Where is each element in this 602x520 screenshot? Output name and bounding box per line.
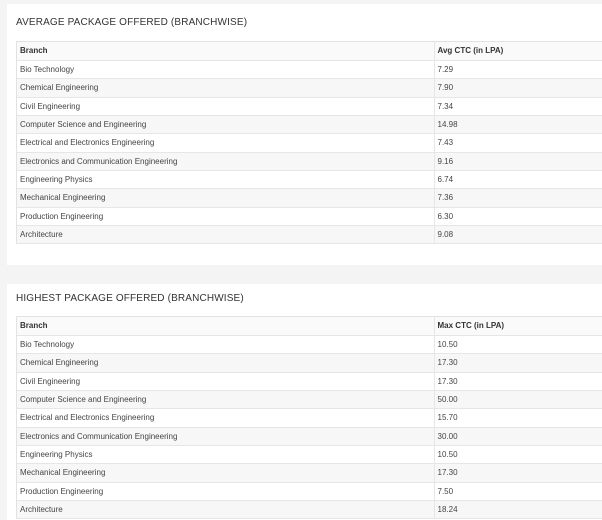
branch-column-header: Branch: [17, 42, 434, 60]
table-row: [17, 427, 602, 445]
max-ctc-cell: 17.30: [434, 372, 602, 390]
avg-ctc-cell: 6.74: [434, 170, 602, 188]
max-ctc-cell: 15.70: [434, 409, 602, 427]
branch-cell: Chemical Engineering: [17, 79, 434, 97]
avg-ctc-cell: 7.29: [434, 60, 602, 78]
highest-package-table: [17, 317, 602, 519]
branch-cell: Bio Technology: [17, 60, 434, 78]
branch-cell: Engineering Physics: [17, 445, 434, 463]
branch-cell: Mechanical Engineering: [17, 189, 434, 207]
max-ctc-cell: 10.50: [434, 335, 602, 353]
table-row: [17, 152, 602, 170]
table-row: [17, 482, 602, 500]
avg-ctc-cell: 7.90: [434, 79, 602, 97]
table-row: [17, 60, 602, 78]
branch-cell: Chemical Engineering: [17, 354, 434, 372]
branch-cell: Engineering Physics: [17, 170, 434, 188]
table-row: [17, 390, 602, 408]
table-row: [17, 225, 602, 243]
branch-cell: Architecture: [17, 225, 434, 243]
avg-ctc-cell: 7.34: [434, 97, 602, 115]
avg-ctc-cell: 14.98: [434, 115, 602, 133]
branch-cell: Production Engineering: [17, 482, 434, 500]
table-row: [17, 97, 602, 115]
max-ctc-cell: 18.24: [434, 500, 602, 518]
avg-ctc-column-header: Avg CTC (in LPA): [434, 42, 602, 60]
branch-cell: Computer Science and Engineering: [17, 115, 434, 133]
average-package-title: AVERAGE PACKAGE OFFERED (BRANCHWISE): [16, 17, 248, 28]
avg-ctc-cell: 9.08: [434, 225, 602, 243]
branch-cell: Electronics and Communication Engineering: [17, 152, 434, 170]
max-ctc-column-header: Max CTC (in LPA): [434, 317, 602, 335]
table-row: [17, 115, 602, 133]
avg-ctc-cell: 7.36: [434, 189, 602, 207]
branch-cell: Computer Science and Engineering: [17, 390, 434, 408]
table-row: [17, 170, 602, 188]
avg-ctc-cell: 6.30: [434, 207, 602, 225]
table-row: [17, 335, 602, 353]
table-row: [17, 464, 602, 482]
branch-cell: Civil Engineering: [17, 97, 434, 115]
highest-package-card: [7, 284, 602, 520]
max-ctc-cell: 17.30: [434, 354, 602, 372]
branch-cell: Bio Technology: [17, 335, 434, 353]
average-package-table-wrap: [16, 41, 602, 244]
branch-column-header: Branch: [17, 317, 434, 335]
table-row: [17, 445, 602, 463]
branch-cell: Electrical and Electronics Engineering: [17, 134, 434, 152]
table-row: [17, 354, 602, 372]
table-header-row: [17, 317, 602, 335]
table-row: [17, 134, 602, 152]
table-header-row: [17, 42, 602, 60]
highest-package-table-wrap: [16, 316, 602, 519]
branch-cell: Architecture: [17, 500, 434, 518]
max-ctc-cell: 10.50: [434, 445, 602, 463]
max-ctc-cell: 17.30: [434, 464, 602, 482]
branch-cell: Civil Engineering: [17, 372, 434, 390]
average-package-card: [7, 4, 602, 265]
table-row: [17, 79, 602, 97]
average-package-table: [17, 42, 602, 244]
highest-package-title: HIGHEST PACKAGE OFFERED (BRANCHWISE): [16, 293, 244, 304]
branch-cell: Production Engineering: [17, 207, 434, 225]
max-ctc-cell: 30.00: [434, 427, 602, 445]
table-row: [17, 500, 602, 518]
max-ctc-cell: 7.50: [434, 482, 602, 500]
branch-cell: Electrical and Electronics Engineering: [17, 409, 434, 427]
table-row: [17, 372, 602, 390]
table-row: [17, 409, 602, 427]
table-row: [17, 207, 602, 225]
avg-ctc-cell: 7.43: [434, 134, 602, 152]
avg-ctc-cell: 9.16: [434, 152, 602, 170]
table-row: [17, 189, 602, 207]
max-ctc-cell: 50.00: [434, 390, 602, 408]
branch-cell: Electronics and Communication Engineering: [17, 427, 434, 445]
branch-cell: Mechanical Engineering: [17, 464, 434, 482]
